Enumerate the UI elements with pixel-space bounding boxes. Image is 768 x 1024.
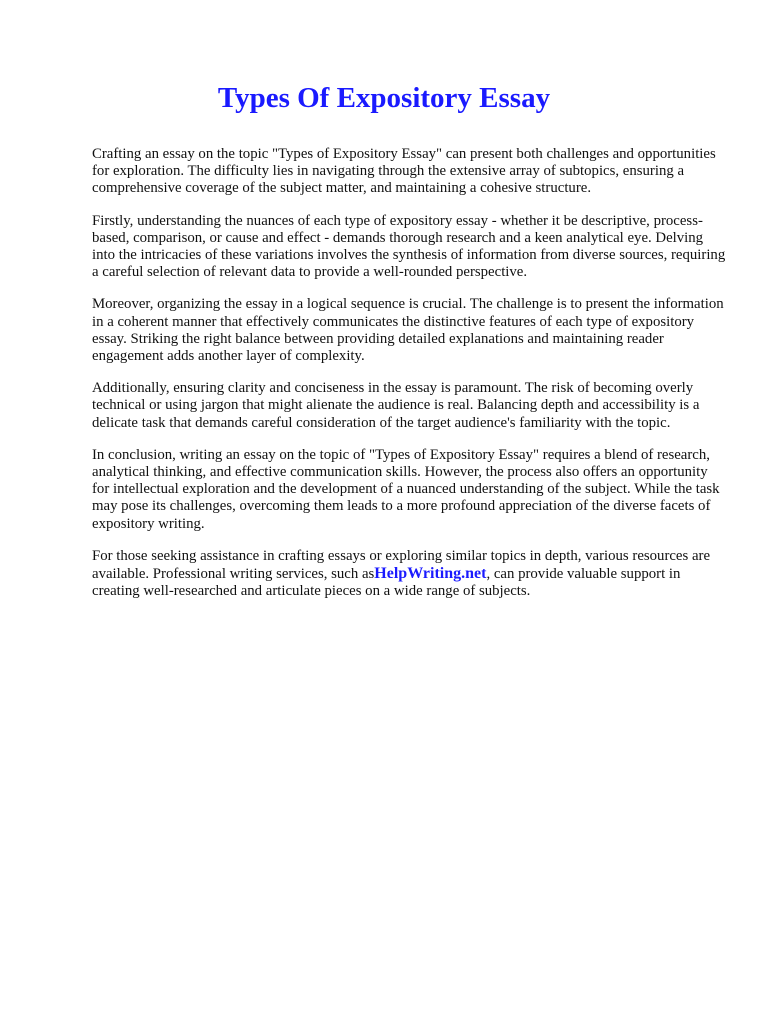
closing-paragraph bbox=[92, 548, 728, 601]
closing-text-after-link: , can provide valuable support in creating well-researched and articulate pieces on a wide range of subjects. bbox=[92, 566, 681, 600]
closing-text-before-link: For those seeking assistance in crafting essays or exploring similar topics in depth, various resources are available. Professional writing services, such as bbox=[92, 547, 711, 583]
helpwriting-link[interactable]: HelpWriting.net bbox=[374, 565, 487, 583]
paragraph-4: Additionally, ensuring clarity and conciseness in the essay is paramount. The risk of becoming overly technical or using jargon that might alienate the audience is real. Balancing depth and accessibility is a delicate task that demands careful consideration of the target audience's familiarity with the topic. bbox=[92, 380, 700, 431]
paragraph-2: Firstly, understanding the nuances of each type of expository essay - whether it be descriptive, process-based, comparison, or cause and effect - demands thorough research and a keen analytical eye. Delving into the intricacies of these variations involves the synthesis of information from diverse sources, requiring a careful selection of relevant data to provide a well-rounded perspective. bbox=[92, 212, 726, 281]
paragraph-5: In conclusion, writing an essay on the topic of "Types of Expository Essay" requires a blend of research, analytical thinking, and effective communication skills. However, the process also offers an opportunity for intellectual exploration and the development of a nuanced understanding of the subject. While the task may pose its challenges, overcoming them leads to a more profound appreciation of the diverse facets of expository writing. bbox=[92, 446, 720, 532]
paragraph-3: Moreover, organizing the essay in a logical sequence is crucial. The challenge is to present the information in a coherent manner that effectively communicates the distinctive features of each type of expository essay. Striking the right balance between providing detailed explanations and maintaining reader engagement adds another layer of complexity. bbox=[92, 296, 724, 365]
document-title: Types Of Expository Essay bbox=[217, 82, 551, 114]
paragraph-1: Crafting an essay on the topic "Types of Expository Essay" can present both challenges and opportunities for exploration. The difficulty lies in navigating through the extensive array of subtopics, ensuring a comprehensive coverage of the subject matter, and maintaining a cohesive structure. bbox=[92, 146, 716, 197]
document-body bbox=[92, 146, 728, 615]
